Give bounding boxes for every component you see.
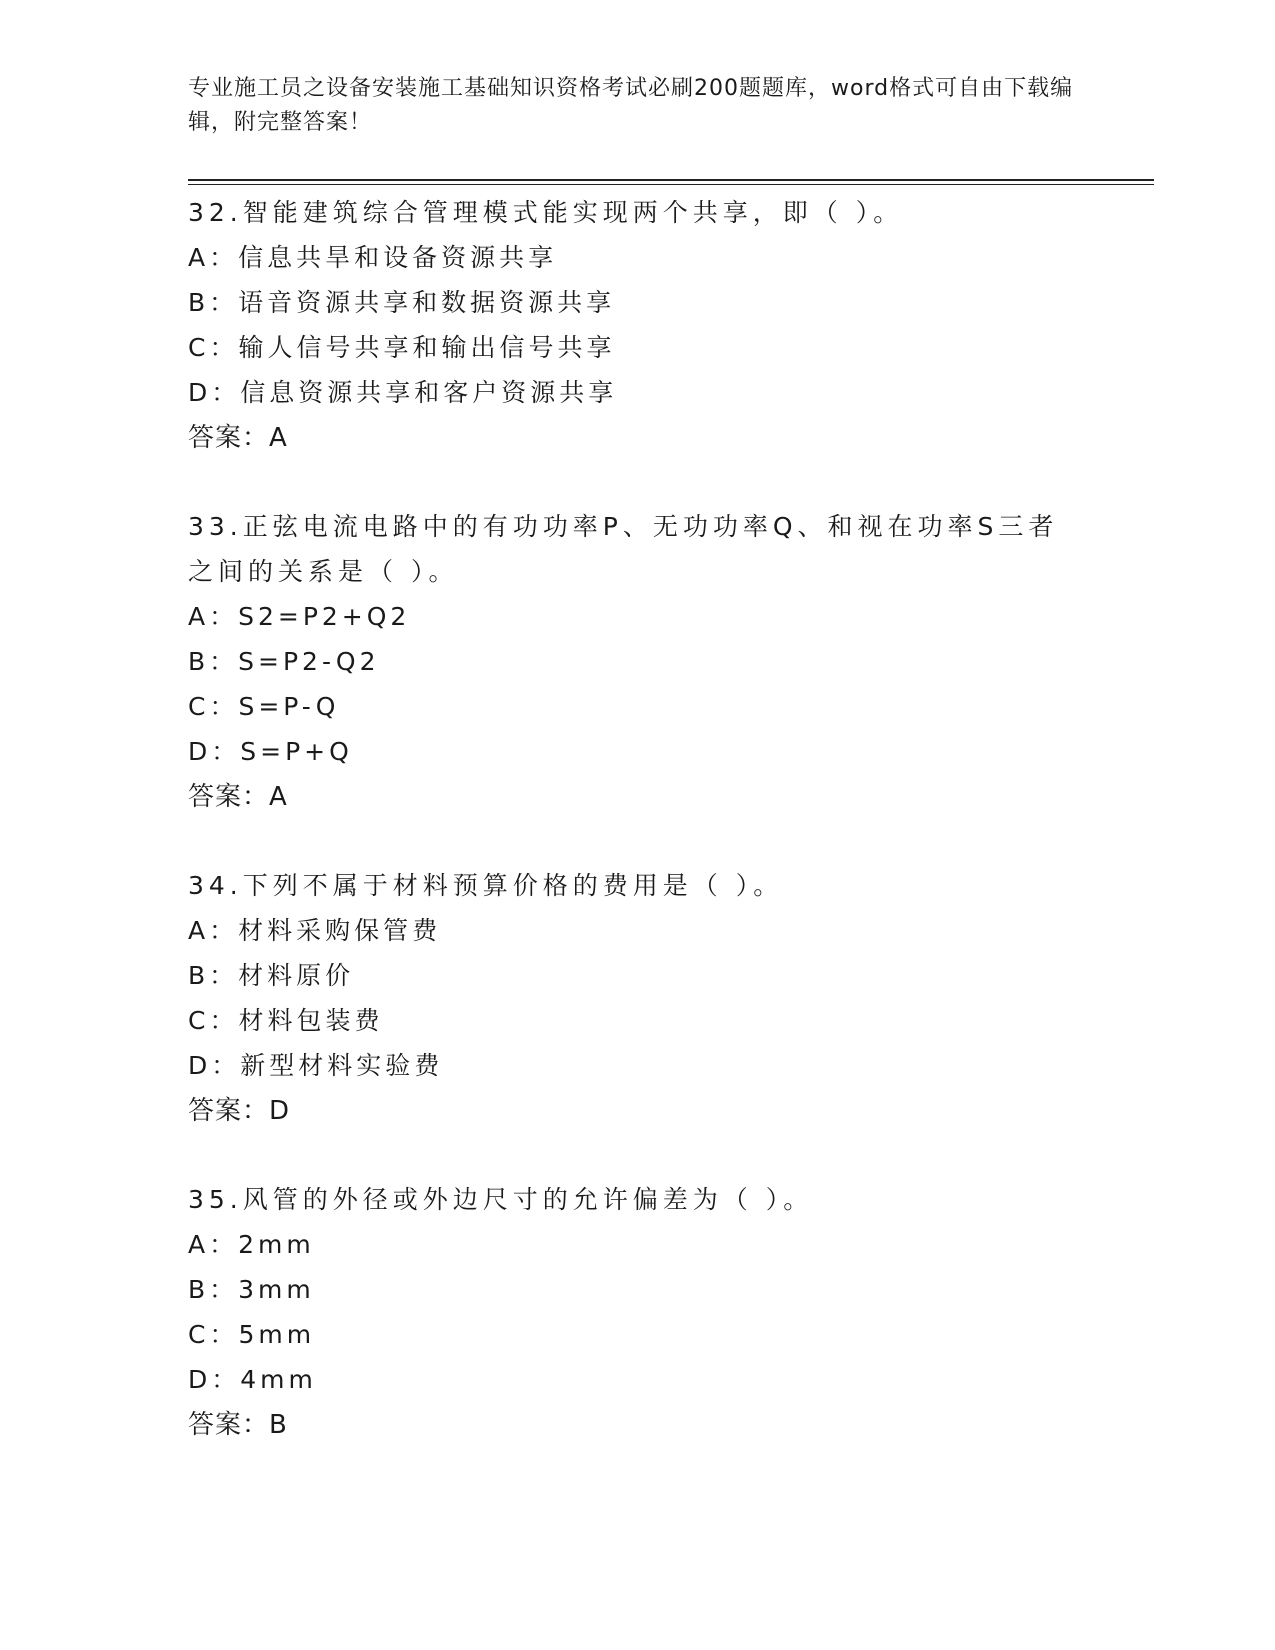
question-32 (188, 190, 1088, 461)
option-c: C：输人信号共享和输出信号共享 (188, 333, 616, 362)
option-a: A：2mm (188, 1230, 315, 1259)
option-b: B：S=P2-Q2 (188, 647, 380, 676)
answer-line: 答案：A (188, 423, 288, 453)
question-text: 32.智能建筑综合管理模式能实现两个共享，即（ ）。 (188, 198, 904, 227)
document-header: 专业施工员之设备安装施工基础知识资格考试必刷200题题库，word格式可自由下载编辑，附完整答案！ (188, 76, 1074, 135)
question-33 (188, 504, 1088, 820)
question-text: 35.风管的外径或外边尺寸的允许偏差为（ ）。 (188, 1185, 814, 1214)
question-34 (188, 863, 1088, 1134)
answer-line: 答案：D (188, 1096, 291, 1126)
option-b: B：3mm (188, 1275, 315, 1304)
answer-line: 答案：A (188, 782, 288, 812)
option-b: B：语音资源共享和数据资源共享 (188, 288, 616, 317)
question-text: 33.正弦电流电路中的有功功率P、无功功率Q、和视在功率S三者之间的关系是（ ）。 (188, 512, 1059, 586)
option-c: C：材料包装费 (188, 1006, 384, 1035)
option-b: B：材料原价 (188, 961, 355, 990)
option-d: D：S=P+Q (188, 737, 353, 766)
answer-line: 答案：B (188, 1410, 288, 1440)
option-a: A：材料采购保管费 (188, 916, 442, 945)
option-d: D：4mm (188, 1365, 317, 1394)
option-a: A：S2=P2+Q2 (188, 602, 411, 631)
option-c: C：S=P-Q (188, 692, 340, 721)
question-list (188, 190, 1088, 1491)
question-text: 34.下列不属于材料预算价格的费用是（ ）。 (188, 871, 784, 900)
option-c: C：5mm (188, 1320, 316, 1349)
header-divider (188, 179, 1154, 185)
option-a: A：信息共旱和设备资源共享 (188, 243, 558, 272)
option-d: D：新型材料实验费 (188, 1051, 444, 1080)
question-35 (188, 1177, 1088, 1448)
option-d: D：信息资源共享和客户资源共享 (188, 378, 618, 407)
